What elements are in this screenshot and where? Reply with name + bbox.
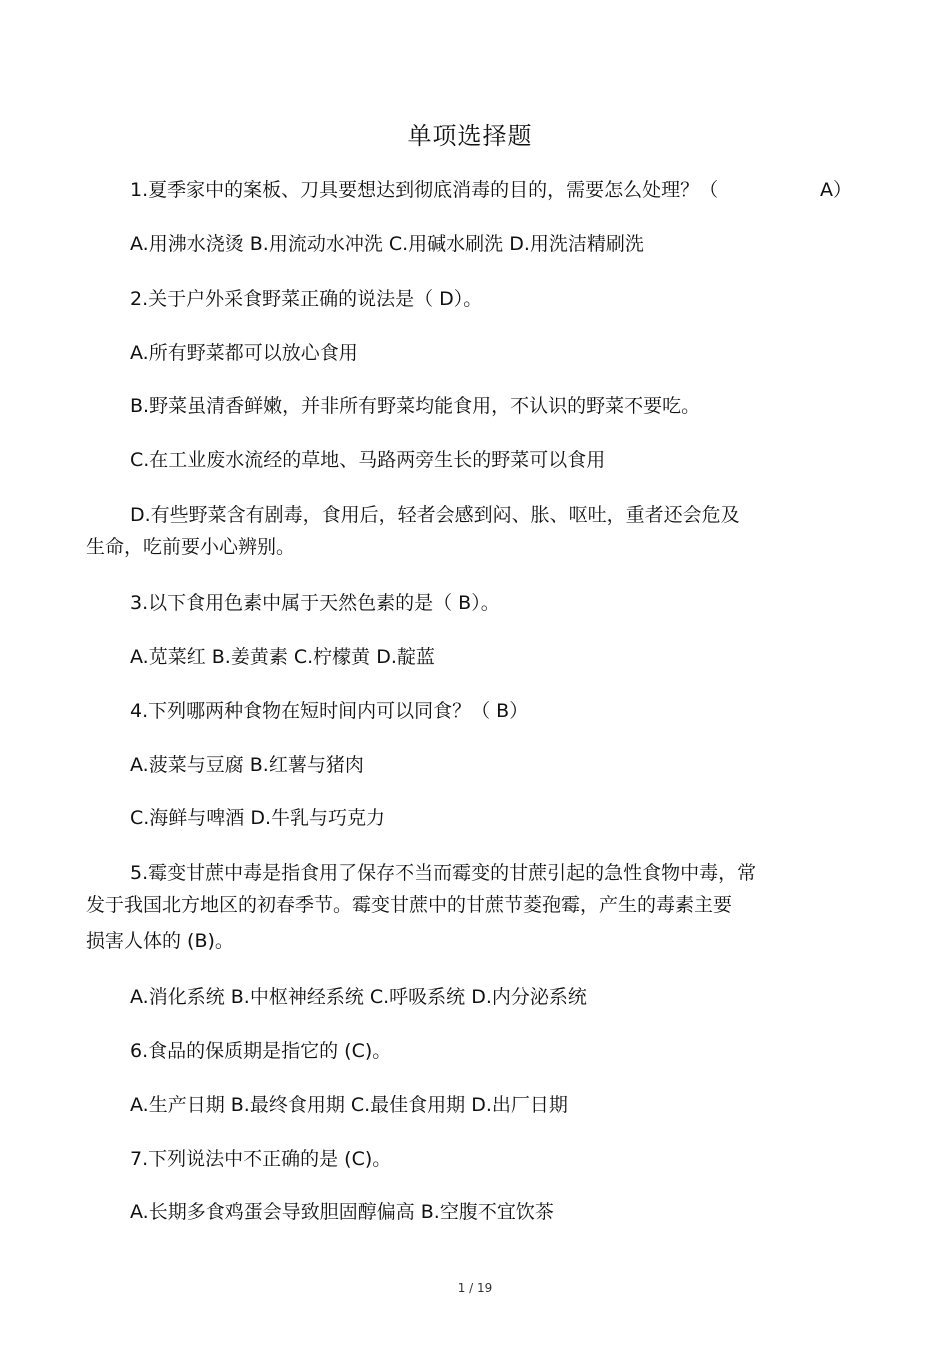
question-7: 7.下列说法中不正确的是 (C)。 (130, 1148, 392, 1170)
question-2-option-c: C.在工业废水流经的草地、马路两旁生长的野菜可以食用 (130, 449, 606, 471)
question-5-line2: 发于我国北方地区的初春季节。霉变甘蔗中的甘蔗节菱孢霉，产生的毒素主要 (86, 894, 733, 916)
question-3: 3.以下食用色素中属于天然色素的是（ B）。 (130, 592, 500, 614)
question-1-answer: A） (820, 179, 852, 201)
question-3-options: A.苋菜红 B.姜黄素 C.柠檬黄 D.靛蓝 (130, 646, 435, 668)
question-4: 4.下列哪两种食物在短时间内可以同食？（ B） (130, 700, 529, 722)
question-1-options: A.用沸水浇烫 B.用流动水冲洗 C.用碱水刷洗 D.用洗洁精刷洗 (130, 233, 644, 255)
question-1: 1.夏季家中的案板、刀具要想达到彻底消毒的目的，需要怎么处理？（ (130, 179, 719, 201)
question-2-option-d-line1: D.有些野菜含有剧毒，食用后，轻者会感到闷、胀、呕吐，重者还会危及 (130, 504, 740, 526)
question-5-line3: 损害人体的 (B)。 (86, 930, 234, 952)
question-4-options-cd: C.海鲜与啤酒 D.牛乳与巧克力 (130, 807, 386, 829)
question-7-options-ab: A.长期多食鸡蛋会导致胆固醇偏高 B.空腹不宜饮茶 (130, 1201, 554, 1223)
question-2-option-d-line2: 生命，吃前要小心辨别。 (86, 536, 296, 558)
question-6-options: A.生产日期 B.最终食用期 C.最佳食用期 D.出厂日期 (130, 1094, 568, 1116)
question-2: 2.关于户外采食野菜正确的说法是（ D）。 (130, 288, 483, 310)
question-5-line1: 5.霉变甘蔗中毒是指食用了保存不当而霉变的甘蔗引起的急性食物中毒，常 (130, 862, 757, 884)
question-2-option-a: A.所有野菜都可以放心食用 (130, 342, 358, 364)
question-2-option-b: B.野菜虽清香鲜嫩，并非所有野菜均能食用，不认识的野菜不要吃。 (130, 395, 701, 417)
page-title: 单项选择题 (407, 122, 533, 150)
page-number: 1 / 19 (457, 1281, 493, 1295)
question-4-options-ab: A.菠菜与豆腐 B.红薯与猪肉 (130, 754, 364, 776)
question-5-options: A.消化系统 B.中枢神经系统 C.呼吸系统 D.内分泌系统 (130, 986, 587, 1008)
question-6: 6.食品的保质期是指它的 (C)。 (130, 1040, 392, 1062)
